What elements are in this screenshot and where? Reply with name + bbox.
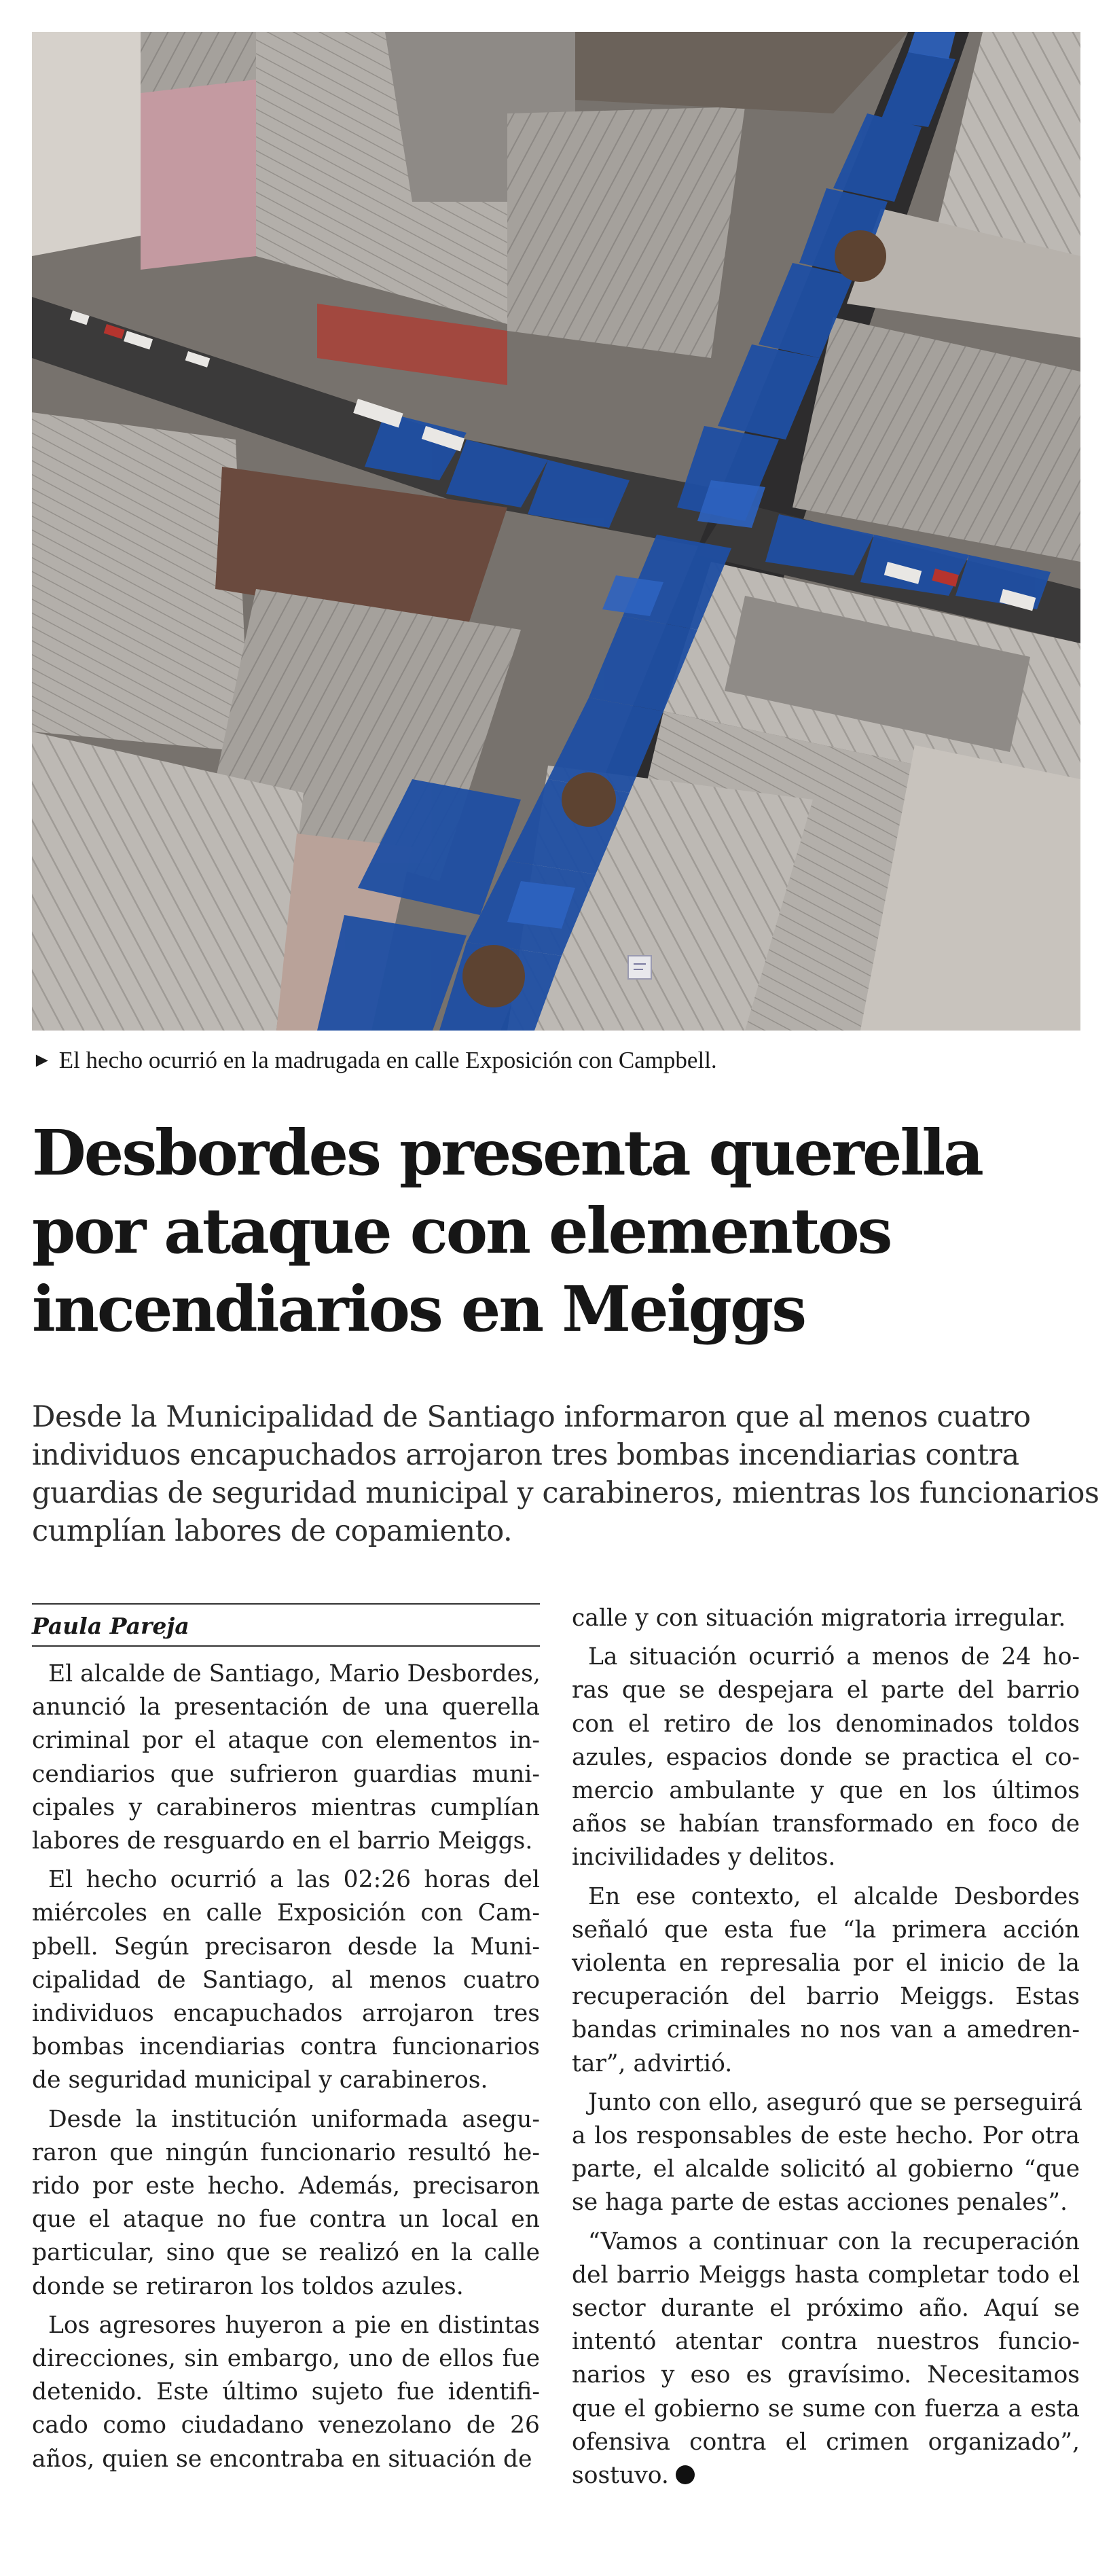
end-of-article-icon (676, 2465, 695, 2484)
lead-line: individuos encapuchados arrojaron tres bombas incendiarias contra (32, 1438, 1019, 1472)
body-column-right (572, 1602, 1080, 2498)
headline-line: Desbordes presenta querella (32, 1116, 982, 1189)
body-line: cado como ciudadano venezolano de 26 (32, 2412, 540, 2439)
right-body (572, 1602, 1080, 2492)
body-paragraph (572, 1602, 1080, 1635)
body-line: azules, espacios donde se practica el co- (572, 1743, 1080, 1771)
image-placeholder-icon (628, 956, 651, 979)
body-line: El hecho ocurrió a las 02:26 horas del (48, 1866, 540, 1894)
body-line: que el ataque no fue contra un local en (32, 2206, 540, 2234)
body-paragraph (572, 2086, 1080, 2220)
body-line: miércoles en calle Exposición con Cam- (32, 1899, 540, 1927)
body-paragraph (572, 1641, 1080, 1874)
body-line: rido por este hecho. Además, precisaron (32, 2172, 540, 2200)
body-line: ofensiva contra el crimen organizado”, (572, 2428, 1080, 2456)
body-line: que el gobierno se sume con fuerza a esta (572, 2395, 1080, 2422)
body-line: donde se retiraron los toldos azules. (32, 2272, 464, 2300)
body-line: anunció la presentación de una querella (32, 1694, 540, 1721)
body-line: Junto con ello, aseguró que se perseguirá (588, 2088, 1082, 2116)
body-line: En ese contexto, el alcalde Desbordes (588, 1882, 1080, 1910)
body-paragraph (32, 2309, 540, 2476)
body-line: parte, el alcalde solicitó al gobierno “que (572, 2155, 1080, 2183)
lead-paragraph (32, 1398, 1099, 1550)
lead-line: guardias de seguridad municipal y carabineros, mientras los funcionarios (32, 1476, 1099, 1510)
body-line: bandas criminales no nos van a amedren- (572, 2016, 1080, 2044)
lead-line: cumplían labores de copamiento. (32, 1514, 513, 1548)
left-body (32, 1658, 540, 2476)
body-line: Desde la institución uniformada asegu- (48, 2105, 540, 2133)
body-line: sector durante el próximo año. Aquí se (572, 2295, 1080, 2323)
body-line: “Vamos a continuar con la recuperación (588, 2228, 1080, 2255)
body-paragraph (32, 1658, 540, 1858)
article-photo (32, 32, 1080, 1031)
body-line: individuos encapuchados arrojaron tres (32, 2000, 540, 2028)
lead-line: Desde la Municipalidad de Santiago informaron que al menos cuatro (32, 1400, 1031, 1434)
body-line: La situación ocurrió a menos de 24 ho- (588, 1643, 1080, 1671)
body-line: del barrio Meiggs hasta completar todo el (572, 2261, 1080, 2289)
body-line: ras que se despejara el parte del barrio (572, 1677, 1080, 1704)
body-paragraph (572, 2225, 1080, 2493)
headline-line: incendiarios en Meiggs (32, 1272, 805, 1346)
body-line: raron que ningún funcionario resultó he- (32, 2139, 540, 2166)
body-line: pbell. Según precisaron desde la Muni- (32, 1933, 540, 1961)
body-line: cendiarios que sufrieron guardias muni- (32, 1760, 540, 1788)
body-line: Los agresores huyeron a pie en distintas (48, 2311, 540, 2339)
body-paragraph (572, 1880, 1080, 2081)
body-line: violenta en represalia por el inicio de la (572, 1950, 1080, 1978)
caption-marker-icon: ► (32, 1049, 52, 1071)
body-line: El alcalde de Santiago, Mario Desbordes, (48, 1660, 541, 1687)
aerial-market-illustration (32, 32, 1080, 1031)
byline: Paula Pareja (32, 1613, 189, 1639)
byline-rule-bottom (32, 1645, 540, 1647)
body-line: detenido. Este último sujeto fue identifi- (32, 2378, 540, 2406)
body-line: recuperación del barrio Meiggs. Estas (572, 1983, 1080, 2011)
body-line: años, quien se encontraba en situación de (32, 2445, 532, 2473)
body-line: señaló que esta fue “la primera acción (572, 1916, 1080, 1944)
body-line: narios y eso es gravísimo. Necesitamos (572, 2361, 1080, 2389)
body-line: intentó atentar contra nuestros funcio- (572, 2328, 1080, 2356)
body-line: bombas incendiarias contra funcionarios (32, 2033, 540, 2061)
body-line: se haga parte de estas acciones penales”. (572, 2189, 1068, 2217)
body-line: incivilidades y delitos. (572, 1844, 836, 1872)
body-line: labores de resguardo en el barrio Meiggs. (32, 1827, 533, 1855)
body-line: con el retiro de los denominados toldos (572, 1710, 1080, 1738)
body-line: sostuvo. (572, 2459, 1080, 2492)
body-paragraph (32, 1863, 540, 2097)
body-line: cipalidad de Santiago, al menos cuatro (32, 1966, 540, 1994)
body-line: a los responsables de este hecho. Por otra (572, 2122, 1080, 2150)
body-line: cipales y carabineros mientras cumplían (32, 1793, 540, 1821)
body-line: direcciones, sin embargo, uno de ellos fue (32, 2345, 540, 2373)
headline (32, 1114, 1091, 1348)
body-line: tar”, advirtió. (572, 2050, 733, 2077)
byline-rule-top (32, 1603, 540, 1605)
body-line: de seguridad municipal y carabineros. (32, 2067, 488, 2094)
photo-caption (32, 1045, 1080, 1077)
body-line: mercio ambulante y que en los últimos (572, 1777, 1080, 1805)
caption-text: El hecho ocurrió en la madrugada en calle Exposición con Campbell. (58, 1047, 717, 1073)
body-column-left (32, 1603, 540, 2482)
headline-line: por ataque con elementos (32, 1194, 891, 1268)
body-line: calle y con situación migratoria irregular. (572, 1605, 1066, 1632)
body-line: años se habían transformado en foco de (572, 1810, 1080, 1838)
body-line: particular, sino que se realizó en la calle (32, 2239, 540, 2267)
body-line: criminal por el ataque con elementos in- (32, 1727, 540, 1755)
body-paragraph (32, 2103, 540, 2304)
